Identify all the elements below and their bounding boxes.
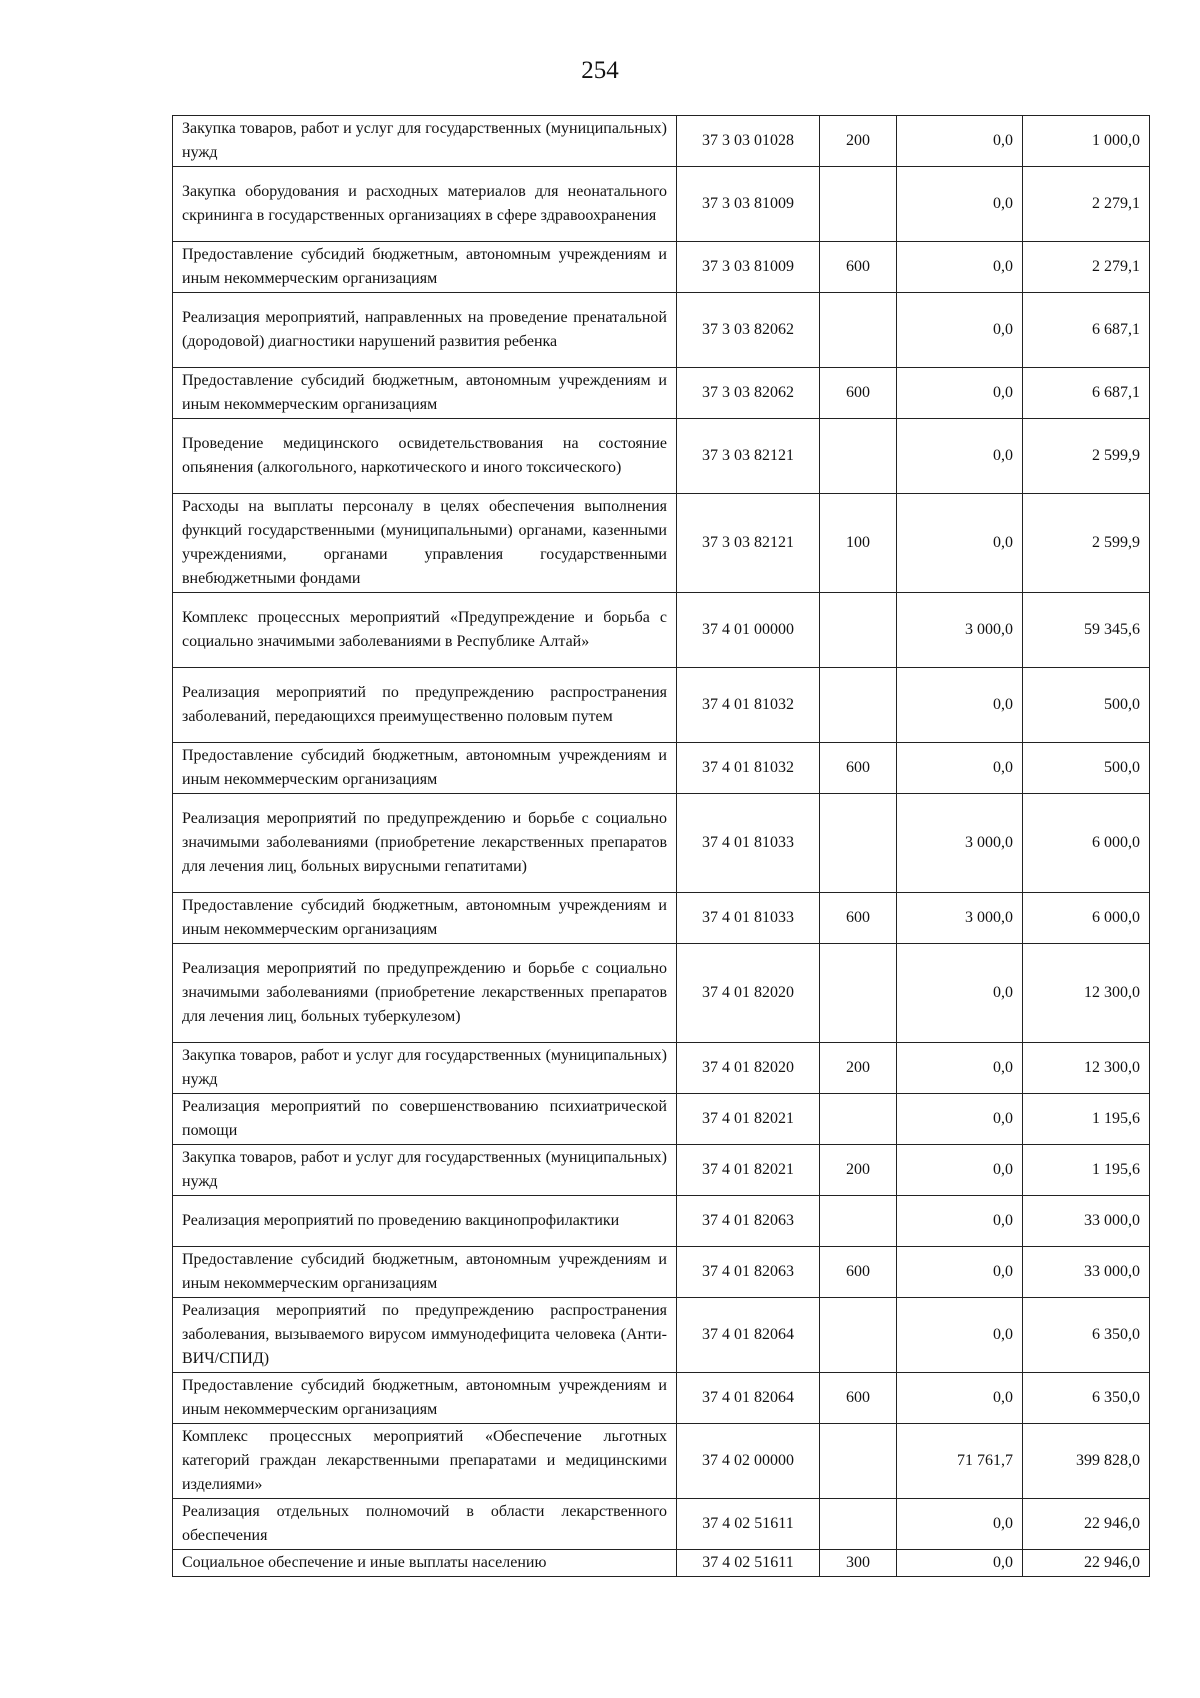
table-row	[173, 1373, 1150, 1424]
target-article-code: 37 4 01 82064	[677, 1373, 820, 1424]
amount-second: 500,0	[1023, 743, 1150, 794]
expense-description: Закупка оборудования и расходных материалов для неонатального скрининга в государственных организациях в сфере здравоохранения	[173, 167, 677, 242]
amount-second: 33 000,0	[1023, 1196, 1150, 1247]
target-article-code: 37 4 02 51611	[677, 1499, 820, 1550]
target-article-code: 37 4 01 81032	[677, 743, 820, 794]
expense-description: Реализация отдельных полномочий в области лекарственного обеспечения	[173, 1499, 677, 1550]
amount-first: 3 000,0	[897, 593, 1023, 668]
amount-first: 0,0	[897, 668, 1023, 743]
expense-type-code: 600	[820, 1373, 897, 1424]
table-row	[173, 944, 1150, 1043]
amount-first: 0,0	[897, 1298, 1023, 1373]
expense-description: Закупка товаров, работ и услуг для государственных (муниципальных) нужд	[173, 116, 677, 167]
target-article-code: 37 4 01 81033	[677, 893, 820, 944]
budget-table-body	[173, 116, 1150, 1577]
amount-second: 6 000,0	[1023, 794, 1150, 893]
amount-first: 0,0	[897, 1550, 1023, 1577]
expense-type-code: 600	[820, 893, 897, 944]
target-article-code: 37 3 03 82062	[677, 293, 820, 368]
table-row	[173, 167, 1150, 242]
expense-type-code: 600	[820, 242, 897, 293]
table-row	[173, 668, 1150, 743]
amount-second: 6 687,1	[1023, 293, 1150, 368]
expense-description: Предоставление субсидий бюджетным, автономным учреждениям и иным некоммерческим организациям	[173, 1373, 677, 1424]
target-article-code: 37 4 01 82021	[677, 1145, 820, 1196]
table-row	[173, 1550, 1150, 1577]
amount-second: 6 350,0	[1023, 1298, 1150, 1373]
expense-description: Предоставление субсидий бюджетным, автономным учреждениям и иным некоммерческим организациям	[173, 1247, 677, 1298]
target-article-code: 37 3 03 81009	[677, 167, 820, 242]
amount-second: 6 687,1	[1023, 368, 1150, 419]
amount-second: 2 279,1	[1023, 242, 1150, 293]
amount-first: 0,0	[897, 368, 1023, 419]
amount-second: 399 828,0	[1023, 1424, 1150, 1499]
amount-first: 0,0	[897, 1247, 1023, 1298]
target-article-code: 37 4 01 82021	[677, 1094, 820, 1145]
amount-first: 0,0	[897, 1145, 1023, 1196]
expense-type-code	[820, 944, 897, 1043]
target-article-code: 37 3 03 82062	[677, 368, 820, 419]
amount-first: 3 000,0	[897, 893, 1023, 944]
amount-second: 2 599,9	[1023, 419, 1150, 494]
table-row	[173, 1499, 1150, 1550]
expense-type-code: 600	[820, 743, 897, 794]
expense-type-code: 200	[820, 1043, 897, 1094]
expense-type-code: 100	[820, 494, 897, 593]
expense-description: Реализация мероприятий по предупреждению и борьбе с социально значимыми заболеваниями (приобретение лекарственных препаратов для лечения лиц, больных туберкулезом)	[173, 944, 677, 1043]
table-row	[173, 743, 1150, 794]
expense-type-code: 200	[820, 116, 897, 167]
amount-second: 22 946,0	[1023, 1499, 1150, 1550]
amount-second: 2 279,1	[1023, 167, 1150, 242]
expense-type-code	[820, 1424, 897, 1499]
table-row	[173, 893, 1150, 944]
expense-description: Реализация мероприятий по совершенствованию психиатрической помощи	[173, 1094, 677, 1145]
table-row	[173, 794, 1150, 893]
amount-first: 0,0	[897, 167, 1023, 242]
amount-first: 3 000,0	[897, 794, 1023, 893]
target-article-code: 37 4 01 82020	[677, 944, 820, 1043]
amount-second: 59 345,6	[1023, 593, 1150, 668]
amount-first: 0,0	[897, 1043, 1023, 1094]
amount-first: 0,0	[897, 944, 1023, 1043]
expense-type-code	[820, 593, 897, 668]
expense-description: Закупка товаров, работ и услуг для государственных (муниципальных) нужд	[173, 1043, 677, 1094]
amount-second: 33 000,0	[1023, 1247, 1150, 1298]
amount-second: 6 350,0	[1023, 1373, 1150, 1424]
table-row	[173, 293, 1150, 368]
expense-type-code: 200	[820, 1145, 897, 1196]
expense-description: Предоставление субсидий бюджетным, автономным учреждениям и иным некоммерческим организациям	[173, 242, 677, 293]
expense-description: Расходы на выплаты персоналу в целях обеспечения выполнения функций государственными (муниципальными) органами, казенными учреждениями, органами управления государственными внебюджетными фондами	[173, 494, 677, 593]
table-row	[173, 1247, 1150, 1298]
expense-description: Реализация мероприятий по предупреждению распространения заболевания, вызываемого вирусом иммунодефицита человека (Анти-ВИЧ/СПИД)	[173, 1298, 677, 1373]
amount-second: 22 946,0	[1023, 1550, 1150, 1577]
expense-description: Реализация мероприятий по проведению вакцинопрофилактики	[173, 1196, 677, 1247]
table-row	[173, 1424, 1150, 1499]
amount-first: 0,0	[897, 242, 1023, 293]
amount-first: 0,0	[897, 1373, 1023, 1424]
target-article-code: 37 4 01 82063	[677, 1196, 820, 1247]
target-article-code: 37 4 01 82063	[677, 1247, 820, 1298]
expense-type-code: 300	[820, 1550, 897, 1577]
table-row	[173, 1196, 1150, 1247]
table-row	[173, 242, 1150, 293]
table-row	[173, 1298, 1150, 1373]
expense-description: Реализация мероприятий по предупреждению распространения заболеваний, передающихся преимущественно половым путем	[173, 668, 677, 743]
page-number: 254	[581, 57, 619, 84]
target-article-code: 37 4 01 81033	[677, 794, 820, 893]
expense-type-code	[820, 1298, 897, 1373]
expense-type-code	[820, 1094, 897, 1145]
target-article-code: 37 3 03 01028	[677, 116, 820, 167]
target-article-code: 37 4 02 51611	[677, 1550, 820, 1577]
table-row	[173, 116, 1150, 167]
expense-type-code	[820, 668, 897, 743]
table-row	[173, 419, 1150, 494]
expense-type-code	[820, 794, 897, 893]
expense-description: Предоставление субсидий бюджетным, автономным учреждениям и иным некоммерческим организациям	[173, 743, 677, 794]
expense-type-code	[820, 167, 897, 242]
amount-second: 12 300,0	[1023, 944, 1150, 1043]
amount-first: 0,0	[897, 743, 1023, 794]
table-row	[173, 494, 1150, 593]
amount-first: 0,0	[897, 1094, 1023, 1145]
expense-type-code	[820, 293, 897, 368]
expense-description: Социальное обеспечение и иные выплаты населению	[173, 1550, 677, 1577]
expense-type-code	[820, 1196, 897, 1247]
target-article-code: 37 4 02 00000	[677, 1424, 820, 1499]
amount-second: 1 195,6	[1023, 1094, 1150, 1145]
amount-second: 6 000,0	[1023, 893, 1150, 944]
target-article-code: 37 4 01 00000	[677, 593, 820, 668]
expense-type-code: 600	[820, 1247, 897, 1298]
table-row	[173, 593, 1150, 668]
target-article-code: 37 3 03 82121	[677, 494, 820, 593]
expense-description: Предоставление субсидий бюджетным, автономным учреждениям и иным некоммерческим организациям	[173, 368, 677, 419]
table-row	[173, 1094, 1150, 1145]
target-article-code: 37 3 03 81009	[677, 242, 820, 293]
expense-description: Предоставление субсидий бюджетным, автономным учреждениям и иным некоммерческим организациям	[173, 893, 677, 944]
target-article-code: 37 4 01 81032	[677, 668, 820, 743]
table-row	[173, 1043, 1150, 1094]
expense-description: Закупка товаров, работ и услуг для государственных (муниципальных) нужд	[173, 1145, 677, 1196]
budget-table	[172, 115, 1150, 1577]
expense-type-code: 600	[820, 368, 897, 419]
amount-second: 2 599,9	[1023, 494, 1150, 593]
amount-first: 0,0	[897, 494, 1023, 593]
table-row	[173, 368, 1150, 419]
amount-first: 0,0	[897, 293, 1023, 368]
amount-second: 1 195,6	[1023, 1145, 1150, 1196]
target-article-code: 37 4 01 82020	[677, 1043, 820, 1094]
expense-description: Реализация мероприятий по предупреждению и борьбе с социально значимыми заболеваниями (приобретение лекарственных препаратов для лечения лиц, больных вирусными гепатитами)	[173, 794, 677, 893]
amount-first: 0,0	[897, 419, 1023, 494]
amount-first: 0,0	[897, 1499, 1023, 1550]
expense-type-code	[820, 1499, 897, 1550]
amount-second: 12 300,0	[1023, 1043, 1150, 1094]
expense-description: Комплекс процессных мероприятий «Обеспечение льготных категорий граждан лекарственными препаратами и медицинскими изделиями»	[173, 1424, 677, 1499]
target-article-code: 37 4 01 82064	[677, 1298, 820, 1373]
amount-second: 500,0	[1023, 668, 1150, 743]
expense-description: Комплекс процессных мероприятий «Предупреждение и борьба с социально значимыми заболеваниями в Республике Алтай»	[173, 593, 677, 668]
expense-description: Проведение медицинского освидетельствования на состояние опьянения (алкогольного, наркотического и иного токсического)	[173, 419, 677, 494]
amount-first: 0,0	[897, 1196, 1023, 1247]
target-article-code: 37 3 03 82121	[677, 419, 820, 494]
expense-type-code	[820, 419, 897, 494]
expense-description: Реализация мероприятий, направленных на проведение пренатальной (дородовой) диагностики нарушений развития ребенка	[173, 293, 677, 368]
table-row	[173, 1145, 1150, 1196]
amount-second: 1 000,0	[1023, 116, 1150, 167]
amount-first: 71 761,7	[897, 1424, 1023, 1499]
amount-first: 0,0	[897, 116, 1023, 167]
